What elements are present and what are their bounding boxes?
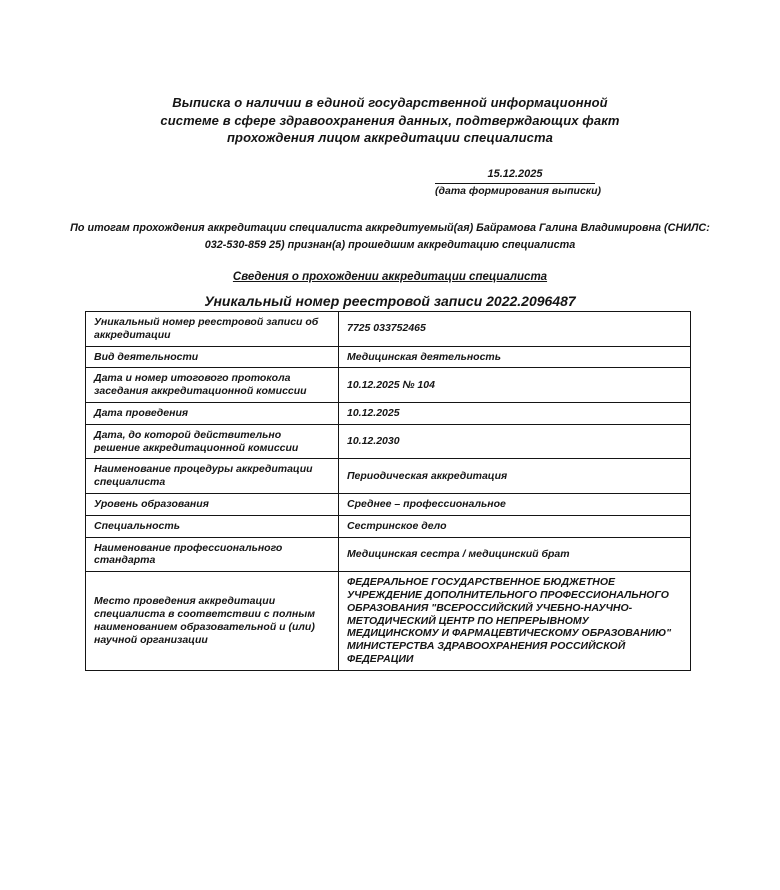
row-value: ФЕДЕРАЛЬНОЕ ГОСУДАРСТВЕННОЕ БЮДЖЕТНОЕ УЧРЕЖДЕНИЕ ДОПОЛНИТЕЛЬНОГО ПРОФЕССИОНАЛЬНОГО ОБРАЗОВАНИЯ "ВСЕРОССИЙСКИЙ УЧЕБНО-НАУЧНО-МЕТОДИЧЕСКИЙ ЦЕНТР ПО НЕПРЕРЫВНОМУ МЕДИЦИНСКОМУ И ФАРМАЦЕВТИЧЕСКОМУ ОБРАЗОВАНИЮ" МИНИСТЕРСТВА ЗДРАВООХРАНЕНИЯ РОССИЙСКОЙ ФЕДЕРАЦИИ [339, 572, 691, 671]
document-title [155, 0, 625, 147]
row-value: 10.12.2025 № 104 [339, 368, 691, 403]
row-label: Вид деятельности [86, 346, 339, 368]
table-row-accreditation-place [86, 572, 691, 671]
row-value: Медицинская деятельность [339, 346, 691, 368]
row-label: Наименование процедуры аккредитации специалиста [86, 459, 339, 494]
table-row-education-level [86, 493, 691, 515]
row-label: Уровень образования [86, 493, 339, 515]
row-value: Среднее – профессиональное [339, 493, 691, 515]
table-row-specialty [86, 515, 691, 537]
document-title-line-1: Выписка о наличии в единой государственной информационной [172, 95, 608, 110]
intro-paragraph [70, 220, 710, 255]
row-value: Периодическая аккредитация [339, 459, 691, 494]
row-value: 10.12.2030 [339, 424, 691, 459]
registry-record-heading: Уникальный номер реестровой записи 2022.2096487 [204, 292, 576, 309]
row-value: Медицинская сестра / медицинский брат [339, 537, 691, 572]
row-label: Место проведения аккредитации специалиста в соответствии с полным наименованием образовательной и (или) научной организации [86, 572, 339, 671]
document-title-line-3: прохождения лицом аккредитации специалиста [227, 130, 553, 145]
table-row-date-held [86, 402, 691, 424]
issue-date-block [435, 167, 602, 198]
row-value: Сестринское дело [339, 515, 691, 537]
accreditation-table [85, 311, 691, 671]
issue-date-caption: (дата формирования выписки) [435, 184, 602, 197]
row-label: Специальность [86, 515, 339, 537]
row-value: 10.12.2025 [339, 402, 691, 424]
table-row-registry-number [86, 312, 691, 347]
table-row-valid-until [86, 424, 691, 459]
intro-paragraph-line-2: 032-530-859 25) признан(а) прошедшим аккредитацию специалиста [204, 239, 576, 251]
table-row-activity-type [86, 346, 691, 368]
row-label: Дата проведения [86, 402, 339, 424]
row-label: Уникальный номер реестровой записи об аккредитации [86, 312, 339, 347]
table-row-protocol [86, 368, 691, 403]
table-row-professional-standard [86, 537, 691, 572]
issue-date-value: 15.12.2025 [435, 168, 595, 184]
document-title-line-2: системе в сфере здравоохранения данных, подтверждающих факт [160, 112, 620, 128]
row-label: Дата, до которой действительно решение аккредитационной комиссии [86, 424, 339, 459]
row-label: Наименование профессионального стандарта [86, 537, 339, 572]
row-value: 7725 033752465 [339, 312, 691, 347]
table-row-procedure-name [86, 459, 691, 494]
section-heading: Сведения о прохождении аккредитации специалиста [232, 270, 548, 283]
row-label: Дата и номер итогового протокола заседания аккредитационной комиссии [86, 368, 339, 403]
intro-paragraph-line-1: По итогам прохождения аккредитации специалиста аккредитуемый(ая) Байрамова Галина Владимировна (СНИЛС: [70, 221, 710, 234]
